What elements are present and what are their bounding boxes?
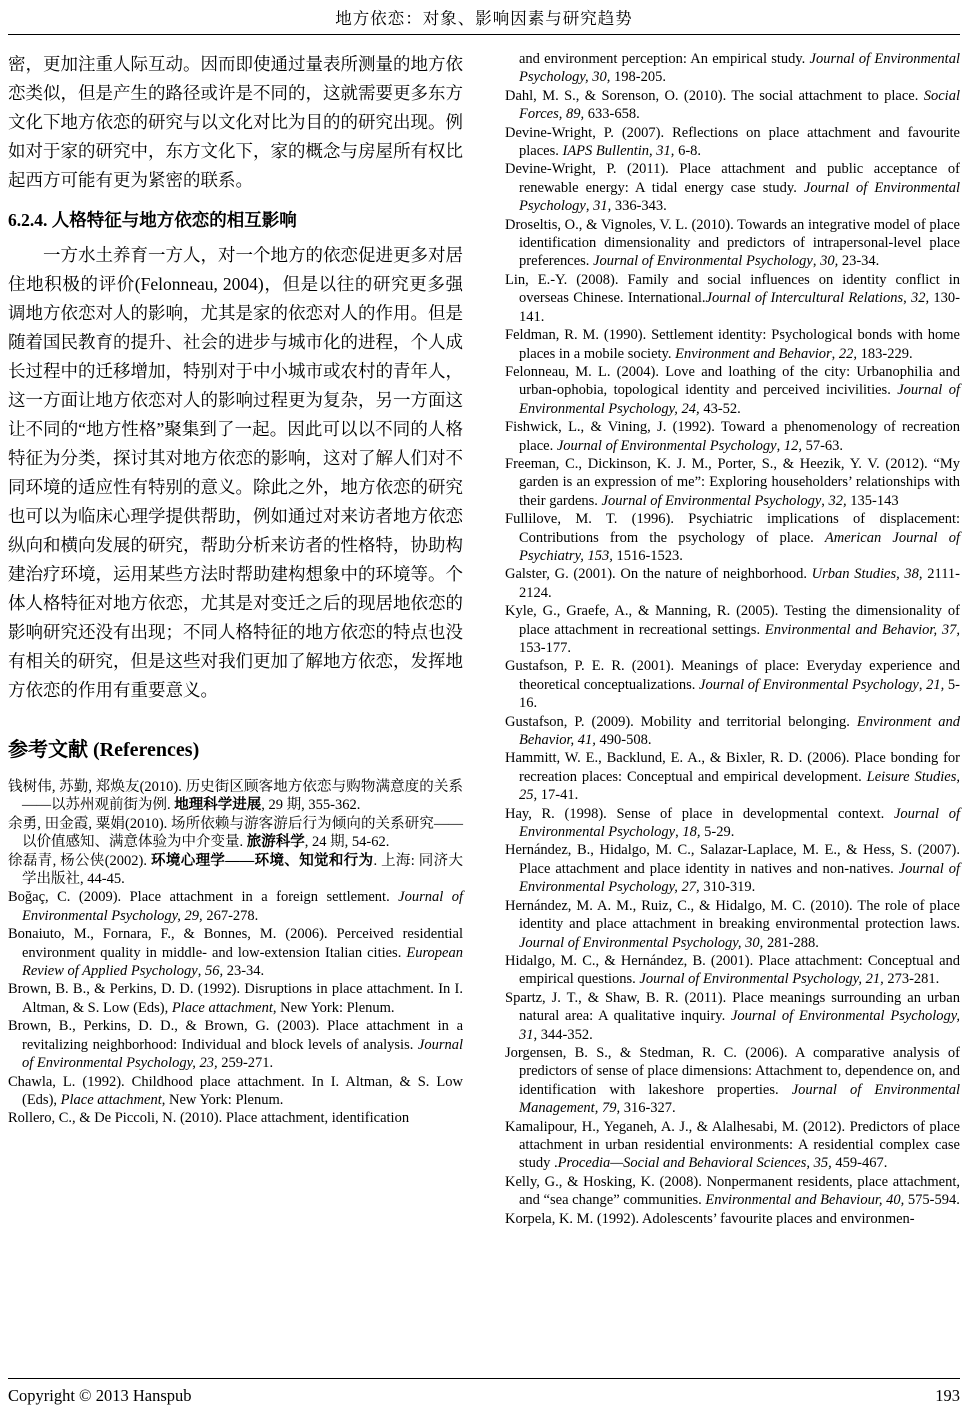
left-column <box>8 50 463 1228</box>
reference-entry: Hernández, M. A. M., Ruiz, C., & Hidalgo, M. C. (2010). The role of place identity and place attachment in breaking environmental protection laws. Journal of Environmental Psychology, 30, 281-288. <box>505 897 960 951</box>
reference-entry: Bonaiuto, M., Fornara, F., & Bonnes, M. (2006). Perceived residential environment quality in middle- and low-extension Italian cities. European Review of Applied Psychology, 56, 23-34. <box>8 926 463 980</box>
reference-entry: Spartz, J. T., & Shaw, B. R. (2011). Place meanings surrounding an urban natural area: A qualitative inquiry. Journal of Environmental Psychology, 31, 344-352. <box>505 989 960 1043</box>
running-head-title: 地方依恋：对象、影响因素与研究趋势 <box>335 9 633 28</box>
reference-entry: Brown, B., Perkins, D. D., & Brown, G. (2003). Place attachment in a revitalizing neighborhood: Individual and block levels of analysis. Journal of Environmental Psychology, 23, 259-271. <box>8 1018 463 1072</box>
reference-entry: Lin, E.-Y. (2008). Family and social influences on identity conflict in overseas Chinese. International.Journal of Intercultural Relations, 32, 130-141. <box>505 271 960 325</box>
reference-entry: Chawla, L. (1992). Childhood place attachment. In I. Altman, & S. Low (Eds), Place attachment, New York: Plenum. <box>8 1073 463 1108</box>
reference-entry: Felonneau, M. L. (2004). Love and loathing of the city: Urbanophilia and urban-ophobia, topological identity and perceived incivilities. Journal of Environmental Psychology, 24, 43-52. <box>505 363 960 417</box>
copyright-text: Copyright © 2013 Hanspub <box>8 1386 192 1405</box>
reference-entry: Galster, G. (2001). On the nature of neighborhood. Urban Studies, 38, 2111-2124. <box>505 566 960 601</box>
reference-entry: 余勇, 田金霞, 粟娟(2010). 场所依赖与游客游后行为倾向的关系研究——以价值感知、满意体验为中介变量. 旅游科学, 24 期, 54-62. <box>8 815 463 851</box>
header-divider <box>8 34 960 35</box>
page-footer <box>8 1378 960 1414</box>
reference-entry: Devine-Wright, P. (2011). Place attachment and public acceptance of renewable energy: A tidal energy case study. Journal of Environmental Psychology, 31, 336-343. <box>505 161 960 215</box>
reference-entry: Hay, R. (1998). Sense of place in developmental context. Journal of Environmental Psychology, 18, 5-29. <box>505 805 960 841</box>
reference-entry: Devine-Wright, P. (2007). Reflections on place attachment and favourite places. IAPS Bullentin, 31, 6-8. <box>505 124 960 160</box>
reference-entry: Kamalipour, H., Yeganeh, A. J., & Alalhesabi, M. (2012). Predictors of place attachment in urban residential environments: A residential complex case study .Procedia—Social and Behavioral Sciences, 35, 459-467. <box>505 1118 960 1172</box>
right-column <box>505 50 960 1228</box>
reference-list-right <box>505 50 960 1228</box>
reference-entry: Hidalgo, M. C., & Hernández, B. (2001). Place attachment: Conceptual and empirical questions. Journal of Environmental Psychology, 21, 273-281. <box>505 952 960 988</box>
reference-entry: Droseltis, O., & Vignoles, V. L. (2010). Towards an integrative model of place identification dimensionality and predictors of intrapersonal-level place preferences. Journal of Environmental Psychology, 30, 23-34. <box>505 216 960 270</box>
reference-entry: Dahl, M. S., & Sorenson, O. (2010). The social attachment to place. Social Forces, 89, 633-658. <box>505 87 960 123</box>
reference-entry: Kelly, G., & Hosking, K. (2008). Nonpermanent residents, place attachment, and “sea change” communities. Environmental and Behaviour, 40, 575-594. <box>505 1173 960 1209</box>
reference-list-left <box>8 778 463 1128</box>
reference-entry: and environment perception: An empirical study. Journal of Environmental Psychology, 30, 198-205. <box>519 51 960 86</box>
reference-entry: Rollero, C., & De Piccoli, N. (2010). Place attachment, identification <box>8 1110 410 1127</box>
reference-entry: Boğaç, C. (2009). Place attachment in a foreign settlement. Journal of Environmental Psychology, 29, 267-278. <box>8 889 463 924</box>
section-heading-6-2-4: 6.2.4. 人格特征与地方依恋的相互影响 <box>8 210 297 230</box>
section-paragraph: 一方水土养育一方人，对一个地方的依恋促进更多对居住地积极的评价(Felonneau, 2004)，但是以往的研究更多强调地方依恋对人的影响，尤其是家的依恋对人的作用。但是随着国民教育的提升、社会的进步与城市化的进程，个人成长过程中的迁移增加，特别对于中小城市或农村的青年人，这一方面让地方依恋对人的影响过程更为复杂，另一方面这让不同的“地方性格”聚集到了一起。因此可以以不同的人格特征为分类，探讨其对地方依恋的影响，这对了解人们对不同环境的适应性有特别的意义。除此之外，地方依恋的研究也可以为临床心理学提供帮助，例如通过对来访者地方依恋纵向和横向发展的研究，帮助分析来访者的性格特，协助构建治疗环境，运用某些方法时帮助建构想象中的环境等。个体人格特征对地方依恋，尤其是对变迁之后的现居地依恋的影响研究还没有出现；不同人格特征的地方依恋的特点也没有相关的研究，但是这些对我们更加了解地方依恋，发挥地方依恋的作用有重要意义。 <box>8 245 463 700</box>
reference-entry: Kyle, G., Graefe, A., & Manning, R. (2005). Testing the dimensionality of place attachment in recreational settings. Environmental and Behavior, 37, 153-177. <box>505 603 961 656</box>
continuation-paragraph: 密，更加注重人际互动。因而即使通过量表所测量的地方依恋类似，但是产生的路径或许是不同的，这就需要更多东方文化下地方依恋的研究与以文化对比为目的的研究出现。例如对于家的研究中，东方文化下，家的概念与房屋所有权比起西方可能有更为紧密的联系。 <box>8 54 463 190</box>
reference-entry: Jorgensen, B. S., & Stedman, R. C. (2006). A comparative analysis of predictors of sense of place dimensions: Attachment to, dependence on, and identification with lakeshore properties. Journal of Environmental Management, 79, 316-327. <box>505 1044 961 1117</box>
reference-entry: Freeman, C., Dickinson, K. J. M., Porter, S., & Heezik, Y. V. (2012). “My garden is an expression of me”: Exploring householders’ relationships with their gardens. Journal of Environmental Psychology, 32, 135-143 <box>505 455 960 509</box>
reference-entry: 钱树伟, 苏勤, 郑焕友(2010). 历史街区顾客地方依恋与购物满意度的关系——以苏州观前街为例. 地理科学进展, 29 期, 355-362. <box>8 779 463 814</box>
references-heading: 参考文献 (References) <box>8 739 200 761</box>
reference-entry: Fullilove, M. T. (1996). Psychiatric implications of displacement: Contributions from the psychology of place. American Journal of Psychiatry, 153, 1516-1523. <box>505 511 960 564</box>
reference-entry: Fishwick, L., & Vining, J. (1992). Toward a phenomenology of recreation place. Journal of Environmental Psychology, 12, 57-63. <box>505 419 960 454</box>
reference-entry: Gustafson, P. (2009). Mobility and territorial belonging. Environment and Behavior, 41, 490-508. <box>505 713 960 749</box>
reference-entry: Gustafson, P. E. R. (2001). Meanings of place: Everyday experience and theoretical conceptualizations. Journal of Environmental Psychology, 21, 5-16. <box>505 658 960 712</box>
reference-entry: 徐磊青, 杨公侠(2002). 环境心理学——环境、知觉和行为. 上海: 同济大学出版社, 44-45. <box>8 852 463 888</box>
reference-entry: Brown, B. B., & Perkins, D. D. (1992). Disruptions in place attachment. In I. Altman, & S. Low (Eds), Place attachment, New York: Plenum. <box>8 981 463 1016</box>
page-number: 193 <box>935 1386 960 1405</box>
reference-entry: Hernández, B., Hidalgo, M. C., Salazar-Laplace, M. E., & Hess, S. (2007). Place attachment and place identity in natives and non-natives. Journal of Environmental Psychology, 27, 310-319. <box>505 842 960 896</box>
reference-entry: Feldman, R. M. (1990). Settlement identity: Psychological bonds with home places in a mobile society. Environment and Behavior, 22, 183-229. <box>505 327 960 362</box>
reference-entry: Korpela, K. M. (1992). Adolescents’ favourite places and environmen- <box>505 1210 915 1227</box>
two-column-body <box>8 50 960 1228</box>
reference-entry: Hammitt, W. E., Backlund, E. A., & Bixler, R. D. (2006). Place bonding for recreation places: Conceptual and empirical development. Leisure Studies, 25, 17-41. <box>505 750 960 804</box>
